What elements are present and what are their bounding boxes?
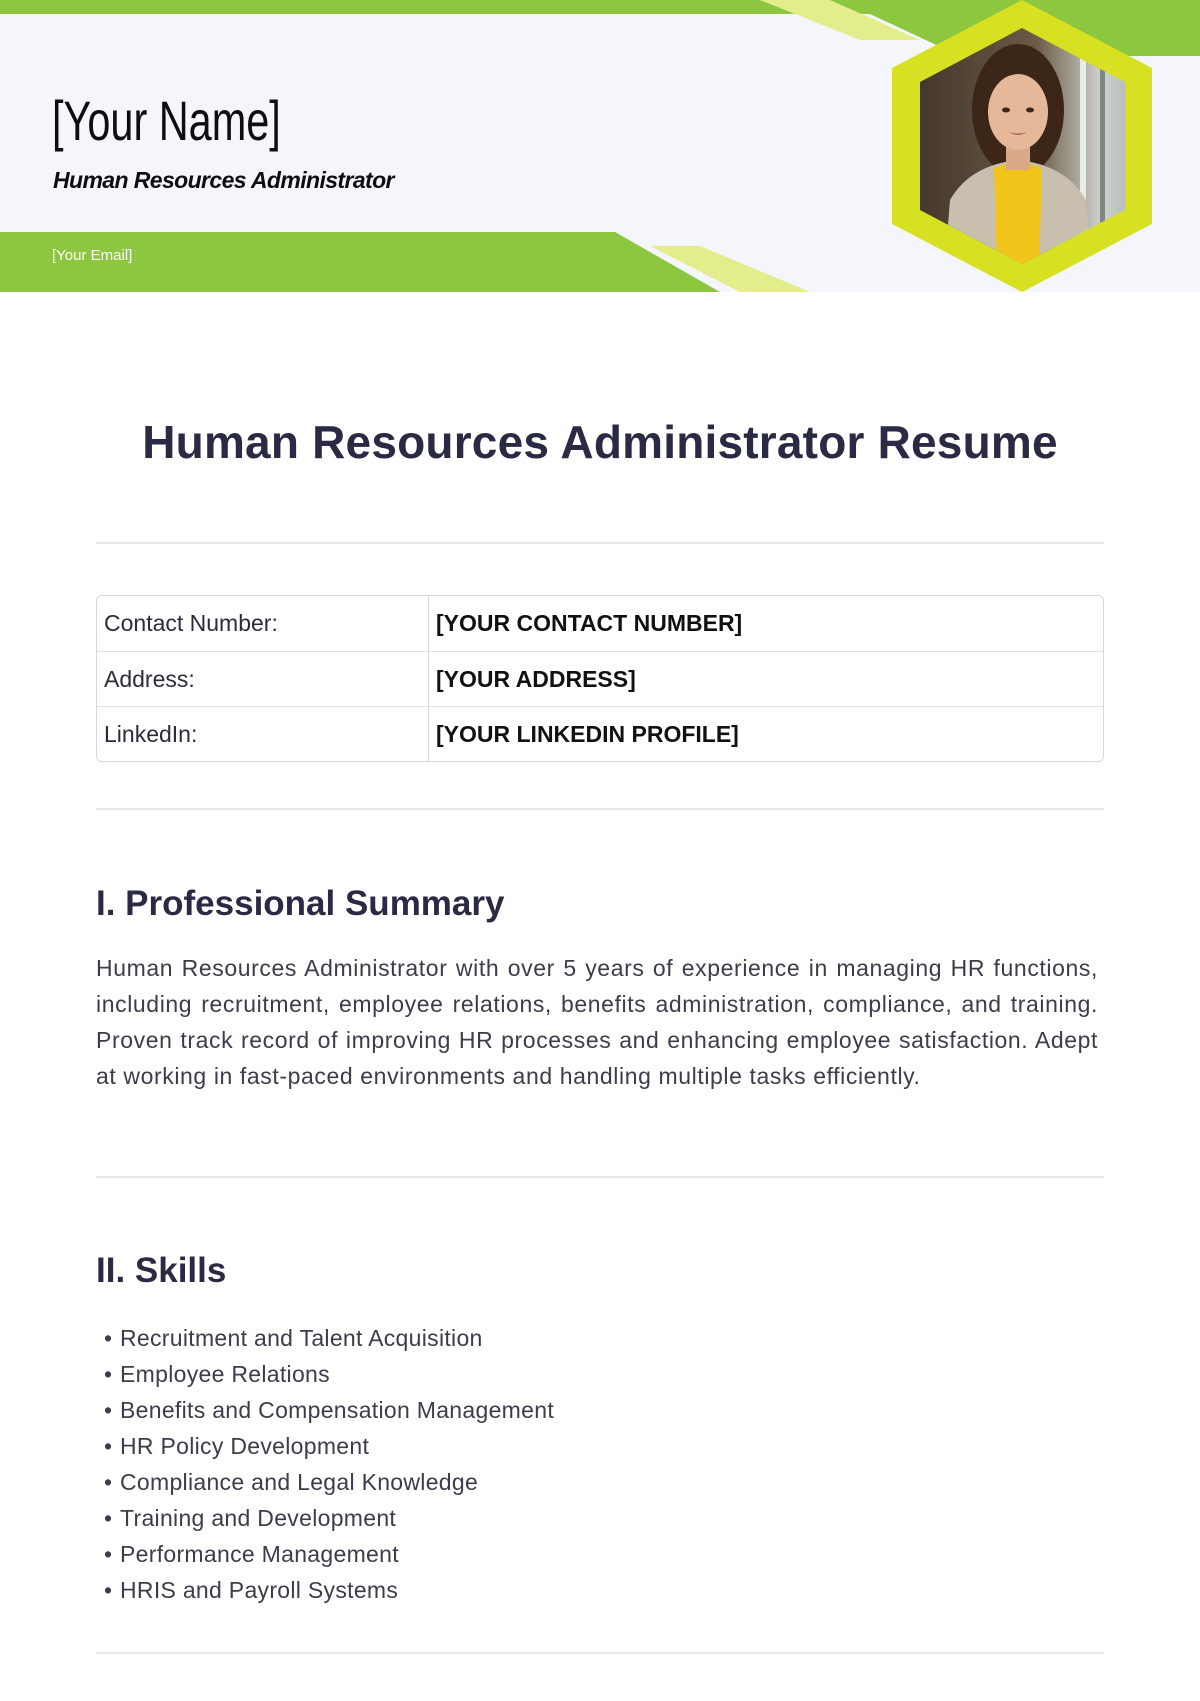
skill-item xyxy=(104,1536,554,1572)
bullet-icon: • xyxy=(104,1541,113,1567)
skill-item xyxy=(104,1500,554,1536)
divider xyxy=(96,542,1104,544)
bullet-icon: • xyxy=(104,1469,113,1495)
divider xyxy=(96,1176,1104,1178)
bullet-icon: • xyxy=(104,1361,113,1387)
skill-item xyxy=(104,1428,554,1464)
skill-item xyxy=(104,1464,554,1500)
contact-label: LinkedIn: xyxy=(97,706,429,761)
contact-label: Address: xyxy=(97,651,429,706)
candidate-name: [Your Name] xyxy=(52,89,281,152)
portrait-illustration xyxy=(890,0,1155,292)
contact-value: [YOUR CONTACT NUMBER] xyxy=(436,610,743,636)
candidate-email: [Your Email] xyxy=(52,247,133,264)
contact-row xyxy=(97,651,1103,706)
bullet-icon: • xyxy=(104,1325,113,1351)
profile-photo xyxy=(890,0,1155,292)
skill-item xyxy=(104,1356,554,1392)
bullet-icon: • xyxy=(104,1397,113,1423)
summary-text: Human Resources Administrator with over 5 years of experience in managing HR functions, including recruitment, employee relations, benefits administration, compliance, and training. Proven track record of improving HR processes and enhancing employee satisfaction. Adept at working in fast-paced environments and handling multiple tasks efficiently. xyxy=(96,955,1098,1089)
bullet-icon: • xyxy=(104,1433,113,1459)
contact-table xyxy=(96,595,1104,762)
skill-label: Employee Relations xyxy=(120,1361,330,1387)
bullet-icon: • xyxy=(104,1577,113,1603)
contact-value: [YOUR ADDRESS] xyxy=(429,651,1103,706)
skill-label: Benefits and Compensation Management xyxy=(120,1397,555,1423)
resume-header xyxy=(0,0,1200,292)
summary-heading: I. Professional Summary xyxy=(96,884,505,923)
document-title: Human Resources Administrator Resume xyxy=(142,416,1058,468)
contact-label: Contact Number: xyxy=(97,596,429,651)
skill-label: Recruitment and Talent Acquisition xyxy=(120,1325,483,1351)
candidate-job-title: Human Resources Administrator xyxy=(53,167,394,193)
skill-item xyxy=(104,1320,554,1356)
contact-value: [YOUR LINKEDIN PROFILE] xyxy=(429,706,1103,761)
skill-label: Training and Development xyxy=(120,1505,397,1531)
skill-item xyxy=(104,1392,554,1428)
contact-row xyxy=(97,596,1103,651)
bullet-icon: • xyxy=(104,1505,113,1531)
skill-label: HRIS and Payroll Systems xyxy=(120,1577,399,1603)
skill-item xyxy=(104,1572,554,1608)
divider xyxy=(96,1652,1104,1654)
divider xyxy=(96,808,1104,810)
skill-label: HR Policy Development xyxy=(120,1433,370,1459)
skills-list xyxy=(104,1320,554,1608)
skill-label: Compliance and Legal Knowledge xyxy=(120,1469,479,1495)
skills-heading: II. Skills xyxy=(96,1251,227,1290)
skill-label: Performance Management xyxy=(120,1541,399,1567)
contact-row xyxy=(97,706,1103,761)
